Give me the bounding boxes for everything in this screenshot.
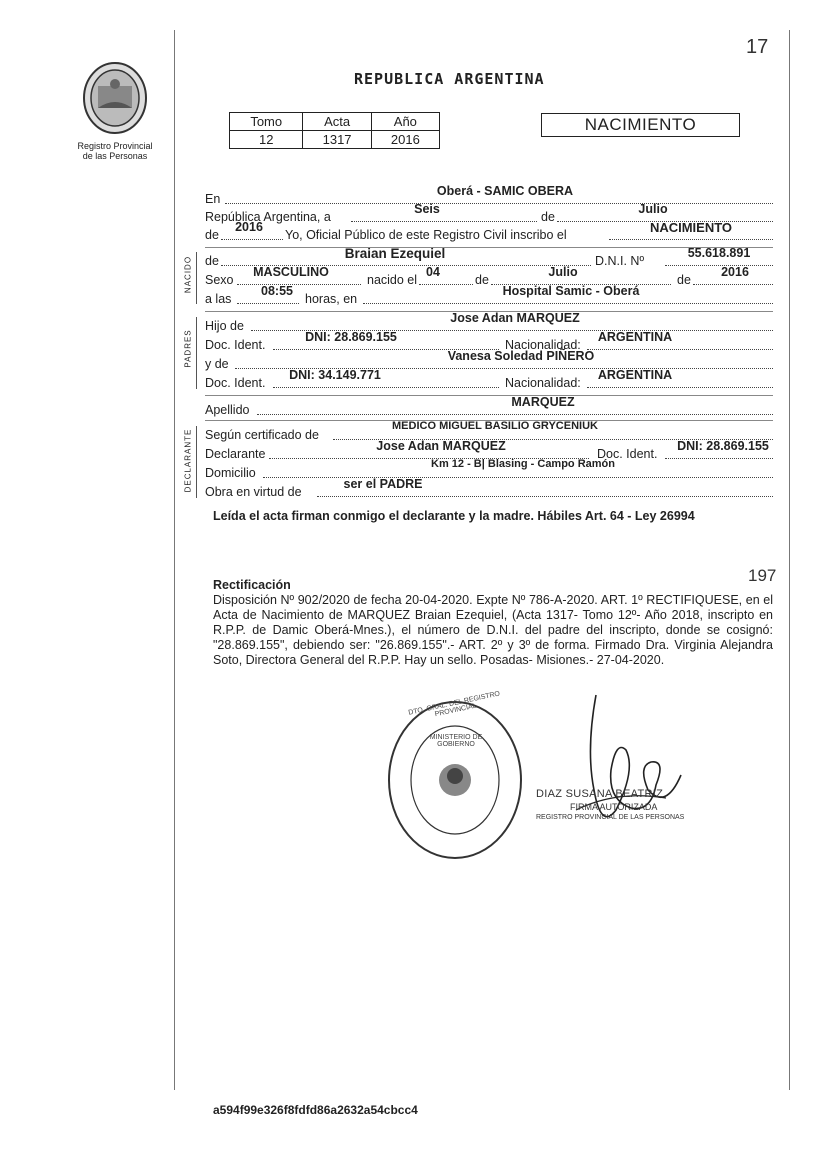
- section-label-nacido: NACIDO: [183, 255, 193, 294]
- value-tipo: NACIMIENTO: [649, 220, 733, 235]
- closing-note: Leída el acta firman conmigo el declarante y la madre. Hábiles Art. 64 - Ley 26994: [213, 509, 695, 523]
- label-de3: de: [205, 254, 219, 268]
- label-oficial: Yo, Oficial Público de este Registro Civil inscribo el: [285, 228, 567, 242]
- value-certificado: MEDICO MIGUEL BASILIO GRYCENIUK: [392, 420, 598, 432]
- label-alas: a las: [205, 292, 232, 306]
- separator-2: [205, 311, 773, 312]
- value-nac-anio: 2016: [721, 265, 749, 279]
- table-value-acta: 1317: [303, 131, 371, 149]
- logo-caption-2: de las Personas: [82, 151, 148, 161]
- value-madre-doc: DNI: 34.149.771: [289, 368, 381, 382]
- bracket-padres: [196, 317, 197, 389]
- bracket-nacido: [196, 252, 197, 304]
- value-sexo: MASCULINO: [253, 265, 329, 279]
- stamp-ring-text: DTO. GRAL. DEL REGISTRO PROVINCIAL: [407, 690, 501, 719]
- row-lugar: [205, 184, 773, 207]
- record-table: [229, 112, 440, 149]
- value-domicilio: Km 12 - B| Blasing - Campo Ramón: [431, 458, 615, 470]
- signer-role: FIRMA AUTORIZADA: [570, 802, 658, 812]
- separator-1: [205, 247, 773, 248]
- value-anio: 2016: [235, 220, 263, 234]
- value-hora: 08:55: [261, 284, 293, 298]
- row-domicilio: [205, 458, 773, 481]
- label-doc3: Doc. Ident.: [597, 447, 658, 461]
- signer-org: REGISTRO PROVINCIAL DE LAS PERSONAS: [536, 814, 685, 821]
- value-hospital: Hospital Samic - Oberá: [502, 284, 640, 298]
- value-obra: ser el PADRE: [343, 477, 423, 491]
- row-madre-doc: [205, 368, 773, 391]
- label-hijo: Hijo de: [205, 319, 244, 333]
- value-declarante-doc: DNI: 28.869.155: [677, 439, 769, 453]
- label-horas: horas, en: [305, 292, 358, 306]
- logo-caption-1: Registro Provincial: [77, 141, 153, 151]
- section-label-declarante: DECLARANTE: [183, 428, 193, 493]
- label-declarante: Declarante: [205, 447, 266, 461]
- record-type-box: NACIMIENTO: [541, 113, 740, 137]
- label-doc2: Doc. Ident.: [205, 376, 266, 390]
- value-declarante: Jose Adan MARQUEZ: [376, 439, 506, 453]
- row-oficial: [205, 220, 773, 243]
- value-madre-nac: ARGENTINA: [597, 368, 673, 382]
- table-header-tomo: Tomo: [230, 113, 303, 131]
- page-number: 17: [746, 36, 769, 58]
- label-obra: Obra en virtud de: [205, 485, 302, 499]
- label-nacionalidad: Nacionalidad:: [505, 338, 581, 352]
- page-number-2: 197: [748, 566, 777, 585]
- rectificacion-title: Rectificación: [213, 578, 291, 592]
- value-nombre: Braian Ezequiel: [344, 246, 446, 261]
- row-apellido: [205, 395, 773, 418]
- value-apellido: MARQUEZ: [511, 395, 575, 409]
- document-hash: a594f99e326f8fdfd86a2632a54cbcc4: [213, 1103, 418, 1117]
- right-margin-line: [789, 30, 790, 1090]
- left-margin-line: [174, 30, 175, 1090]
- row-padre: [205, 311, 773, 334]
- value-madre: Vanesa Soledad PIÑERO: [447, 349, 595, 363]
- table-value-anio: 2016: [371, 131, 439, 149]
- label-de2: de: [205, 228, 219, 242]
- label-apellido: Apellido: [205, 403, 250, 417]
- signer-name: DIAZ SUSANA BEATRIZ: [536, 788, 664, 800]
- label-doc: Doc. Ident.: [205, 338, 266, 352]
- label-en: En: [205, 192, 221, 206]
- section-label-padres: PADRES: [183, 329, 193, 368]
- table-header-anio: Año: [371, 113, 439, 131]
- value-dni: 55.618.891: [687, 246, 751, 260]
- label-sexo: Sexo: [205, 273, 234, 287]
- label-segun: Según certificado de: [205, 428, 319, 442]
- label-dni: D.N.I. Nº: [595, 254, 645, 268]
- value-padre-nac: ARGENTINA: [597, 330, 673, 344]
- value-nac-mes: Julio: [548, 265, 578, 279]
- table-value-tomo: 12: [230, 131, 303, 149]
- value-dia: Seis: [414, 202, 440, 216]
- label-republica: República Argentina, a: [205, 210, 331, 224]
- bracket-declarante: [196, 426, 197, 498]
- label-de5: de: [677, 273, 691, 287]
- value-padre-doc: DNI: 28.869.155: [305, 330, 397, 344]
- label-nacionalidad-2: Nacionalidad:: [505, 376, 581, 390]
- label-domicilio: Domicilio: [205, 466, 256, 480]
- label-de4: de: [475, 273, 489, 287]
- value-nac-dia: 04: [426, 265, 440, 279]
- value-padre: Jose Adan MARQUEZ: [450, 311, 580, 325]
- registry-logo: [55, 58, 175, 161]
- rectificacion-text: Disposición Nº 902/2020 de fecha 20-04-2020. Expte Nº 786-A-2020. ART. 1º RECTIFIQUESE, en el Acta de Nacimiento de MARQUEZ Braian Ezequiel, (Acta 1317- Tomo 12º- Año 2018, inscripto en R.P.P. de Damic Oberá-Mnes.), el número de D.N.I. del padre del inscripto, donde se cosignó: "28.869.155", debiendo ser: "26.869.155".- ART. 2º y 3º de forma. Firmado Dra. Virginia Alejandra Soto, Directora General del R.P.P. Hay un sello. Posadas- Misiones.- 27-04-2020.: [213, 593, 773, 667]
- row-obra: [205, 477, 773, 500]
- provincial-seal-icon: [80, 58, 150, 136]
- separator-4: [205, 420, 773, 421]
- value-mes: Julio: [638, 202, 668, 216]
- table-header-acta: Acta: [303, 113, 371, 131]
- separator-3: [205, 395, 773, 396]
- row-hora: [205, 284, 773, 307]
- document-title: REPUBLICA ARGENTINA: [354, 70, 545, 88]
- value-lugar: Oberá - SAMIC OBERA: [436, 184, 574, 198]
- label-de: de: [541, 210, 555, 224]
- label-nacido: nacido el: [367, 273, 418, 287]
- stamp-inner-text: MINISTERIO DE GOBIERNO: [429, 734, 483, 748]
- label-yde: y de: [205, 357, 229, 371]
